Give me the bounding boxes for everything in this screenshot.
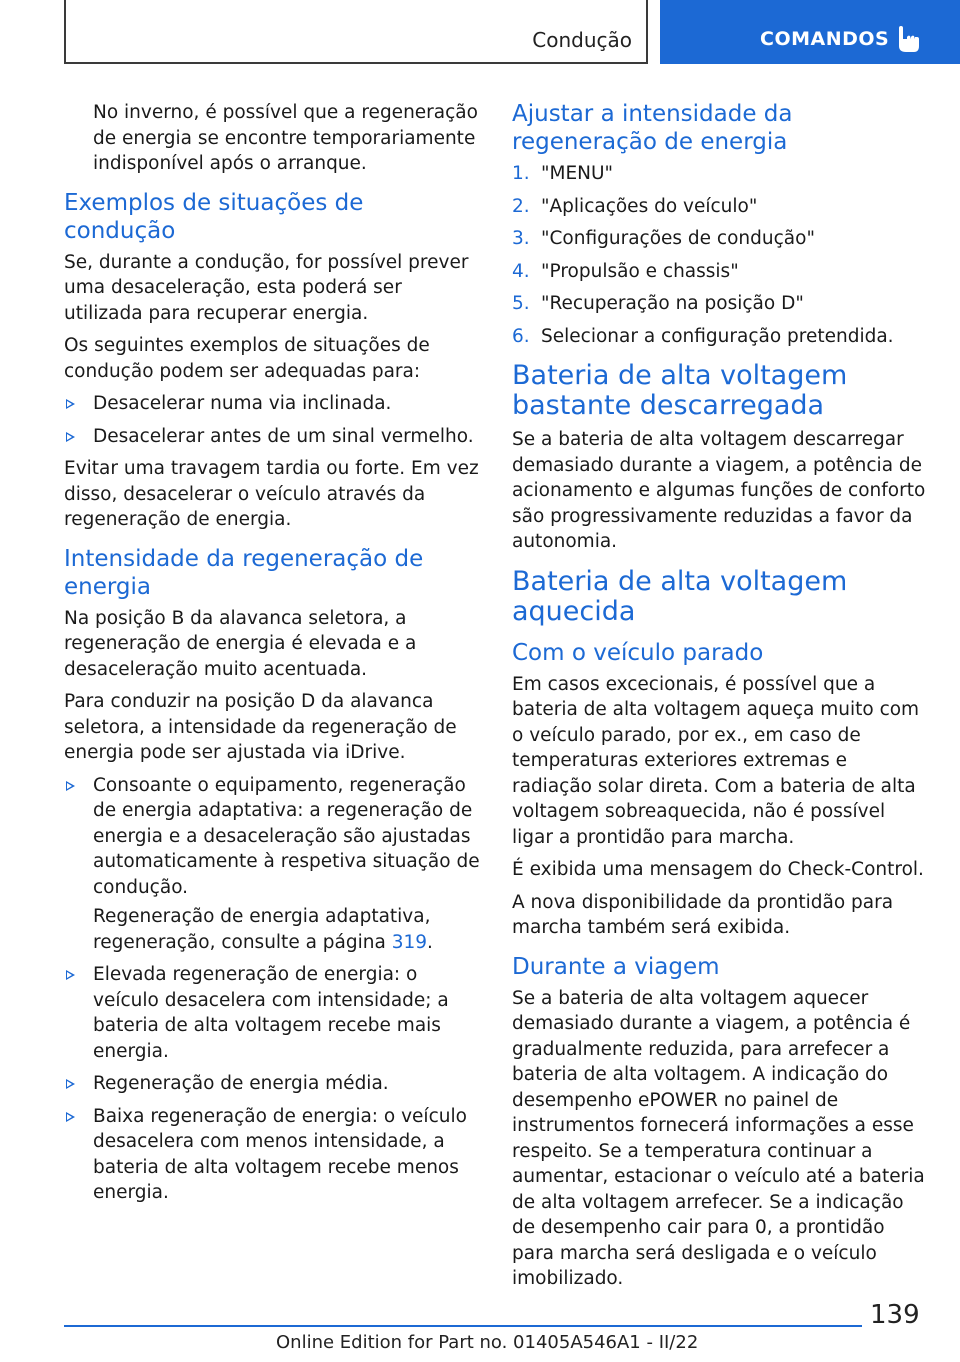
list-item: Desacelerar antes de um sinal vermelho. bbox=[64, 424, 480, 450]
heading-low-battery: Bateria de alta voltagem bastante descarregada bbox=[512, 360, 848, 421]
driving-paragraph: Se a bateria de alta voltagem aquecer demasiado durante a viagem, a potência é gradualmente reduzida, para arrefecer a bateria de alta voltagem. A indicação do desempenho ePOWER no painel de instrumentos fornecerá informações a esse respeito. Se a temperatura continuar a aumentar, estacionar o veículo até a bateria de alta voltagem arrefecer. Se a indicação de desempenho cair para 0, a prontidão para marcha será desligada e o veículo imobilizado. bbox=[512, 987, 925, 1289]
examples-paragraph-1: Se, durante a condução, for possível prever uma desaceleração, esta poderá ser utilizada para recuperar energia. bbox=[64, 251, 469, 324]
triangle-bullet-icon bbox=[66, 1112, 75, 1122]
heading-driving: Durante a viagem bbox=[512, 953, 720, 980]
step-item: 3. "Configurações de condução" bbox=[512, 228, 815, 249]
page-link[interactable]: 319 bbox=[391, 931, 428, 953]
triangle-bullet-icon bbox=[66, 1079, 75, 1089]
heading-adjust: Ajustar a intensidade da regeneração de energia bbox=[512, 101, 793, 155]
list-item: Desacelerar numa via inclinada. bbox=[64, 391, 480, 417]
left-column bbox=[64, 100, 480, 1213]
list-item: Consoante o equipamento, regeneração de energia adaptativa: a regeneração de energia e a desaceleração são ajustadas automaticamente à respetiva situação de condução. Regeneração de energia adaptativa, regeneração, consulte a página 319. bbox=[64, 773, 480, 956]
parked-paragraph: Em casos excecionais, é possível que a bateria de alta voltagem aqueça muito com o veículo parado, por ex., em caso de temperaturas exteriores extremas e radiação solar direta. Com a bateria de alta voltagem sobreaquecida, não é possível ligar a prontidão para marcha. bbox=[512, 673, 920, 848]
section-title: Condução bbox=[532, 28, 632, 52]
step-item: 5. "Recuperação na posição D" bbox=[512, 293, 804, 314]
intensity-list bbox=[64, 773, 480, 1206]
examples-list bbox=[64, 391, 480, 449]
pointing-hand-icon bbox=[896, 26, 922, 54]
intensity-paragraph-2: Para conduzir na posição D da alavanca seletora, a intensidade da regeneração de energia pode ser ajustada via iDrive. bbox=[64, 691, 457, 763]
heading-parked: Com o veículo parado bbox=[512, 639, 764, 666]
step-item: 4. "Propulsão e chassis" bbox=[512, 260, 739, 282]
triangle-bullet-icon bbox=[66, 781, 75, 791]
footer-divider bbox=[64, 1325, 862, 1327]
chapter-tab-label: COMANDOS bbox=[760, 28, 890, 50]
list-item: Regeneração de energia média. bbox=[64, 1071, 480, 1097]
check-control-paragraph: É exibida uma mensagem do Check-Control. bbox=[512, 859, 924, 880]
step-item: 1. "MENU" bbox=[512, 163, 614, 184]
triangle-bullet-icon bbox=[66, 399, 75, 409]
intro-paragraph: No inverno, é possível que a regeneração de energia se encontre temporariamente indisponível após o arranque. bbox=[93, 102, 478, 174]
triangle-bullet-icon bbox=[66, 970, 75, 980]
header-section-box bbox=[64, 0, 648, 64]
step-item: 2. "Aplicações do veículo" bbox=[512, 195, 758, 217]
intensity-paragraph-1: Na posição B da alavanca seletora, a regeneração de energia é elevada e a desaceleração muito acentuada. bbox=[64, 607, 417, 680]
step-item: 6. Selecionar a configuração pretendida. bbox=[512, 325, 894, 347]
examples-paragraph-2: Os seguintes exemplos de situações de condução podem ser adequadas para: bbox=[64, 335, 430, 382]
chapter-tab[interactable] bbox=[660, 0, 960, 64]
low-battery-paragraph: Se a bateria de alta voltagem descarregar demasiado durante a viagem, a potência de acionamento e algumas funções de conforto são progressivamente reduzidas a favor da autonomia. bbox=[512, 429, 926, 552]
heading-intensity: Intensidade da regeneração de energia bbox=[64, 545, 424, 600]
list-item: Baixa regeneração de energia: o veículo desacelera com menos intensidade, a bateria de alta voltagem recebe menos energia. bbox=[64, 1104, 480, 1206]
triangle-bullet-icon bbox=[66, 432, 75, 442]
adaptive-reference: Regeneração de energia adaptativa, regeneração, consulte a página 319. bbox=[93, 906, 433, 953]
heading-heated-battery: Bateria de alta voltagem aquecida bbox=[512, 565, 848, 627]
footer-edition: Online Edition for Part no. 01405A546A1 - II/22 bbox=[276, 1332, 699, 1353]
steps-list bbox=[512, 161, 930, 349]
heading-examples: Exemplos de situações de condução bbox=[64, 189, 364, 244]
right-column bbox=[512, 100, 930, 1299]
readiness-paragraph: A nova disponibilidade da prontidão para marcha também será exibida. bbox=[512, 891, 894, 938]
page-number: 139 bbox=[870, 1300, 920, 1330]
examples-paragraph-3: Evitar uma travagem tardia ou forte. Em vez disso, desacelerar o veículo através da regeneração de energia. bbox=[64, 458, 479, 530]
list-item: Elevada regeneração de energia: o veículo desacelera com intensidade; a bateria de alta voltagem recebe mais energia. bbox=[64, 962, 480, 1064]
